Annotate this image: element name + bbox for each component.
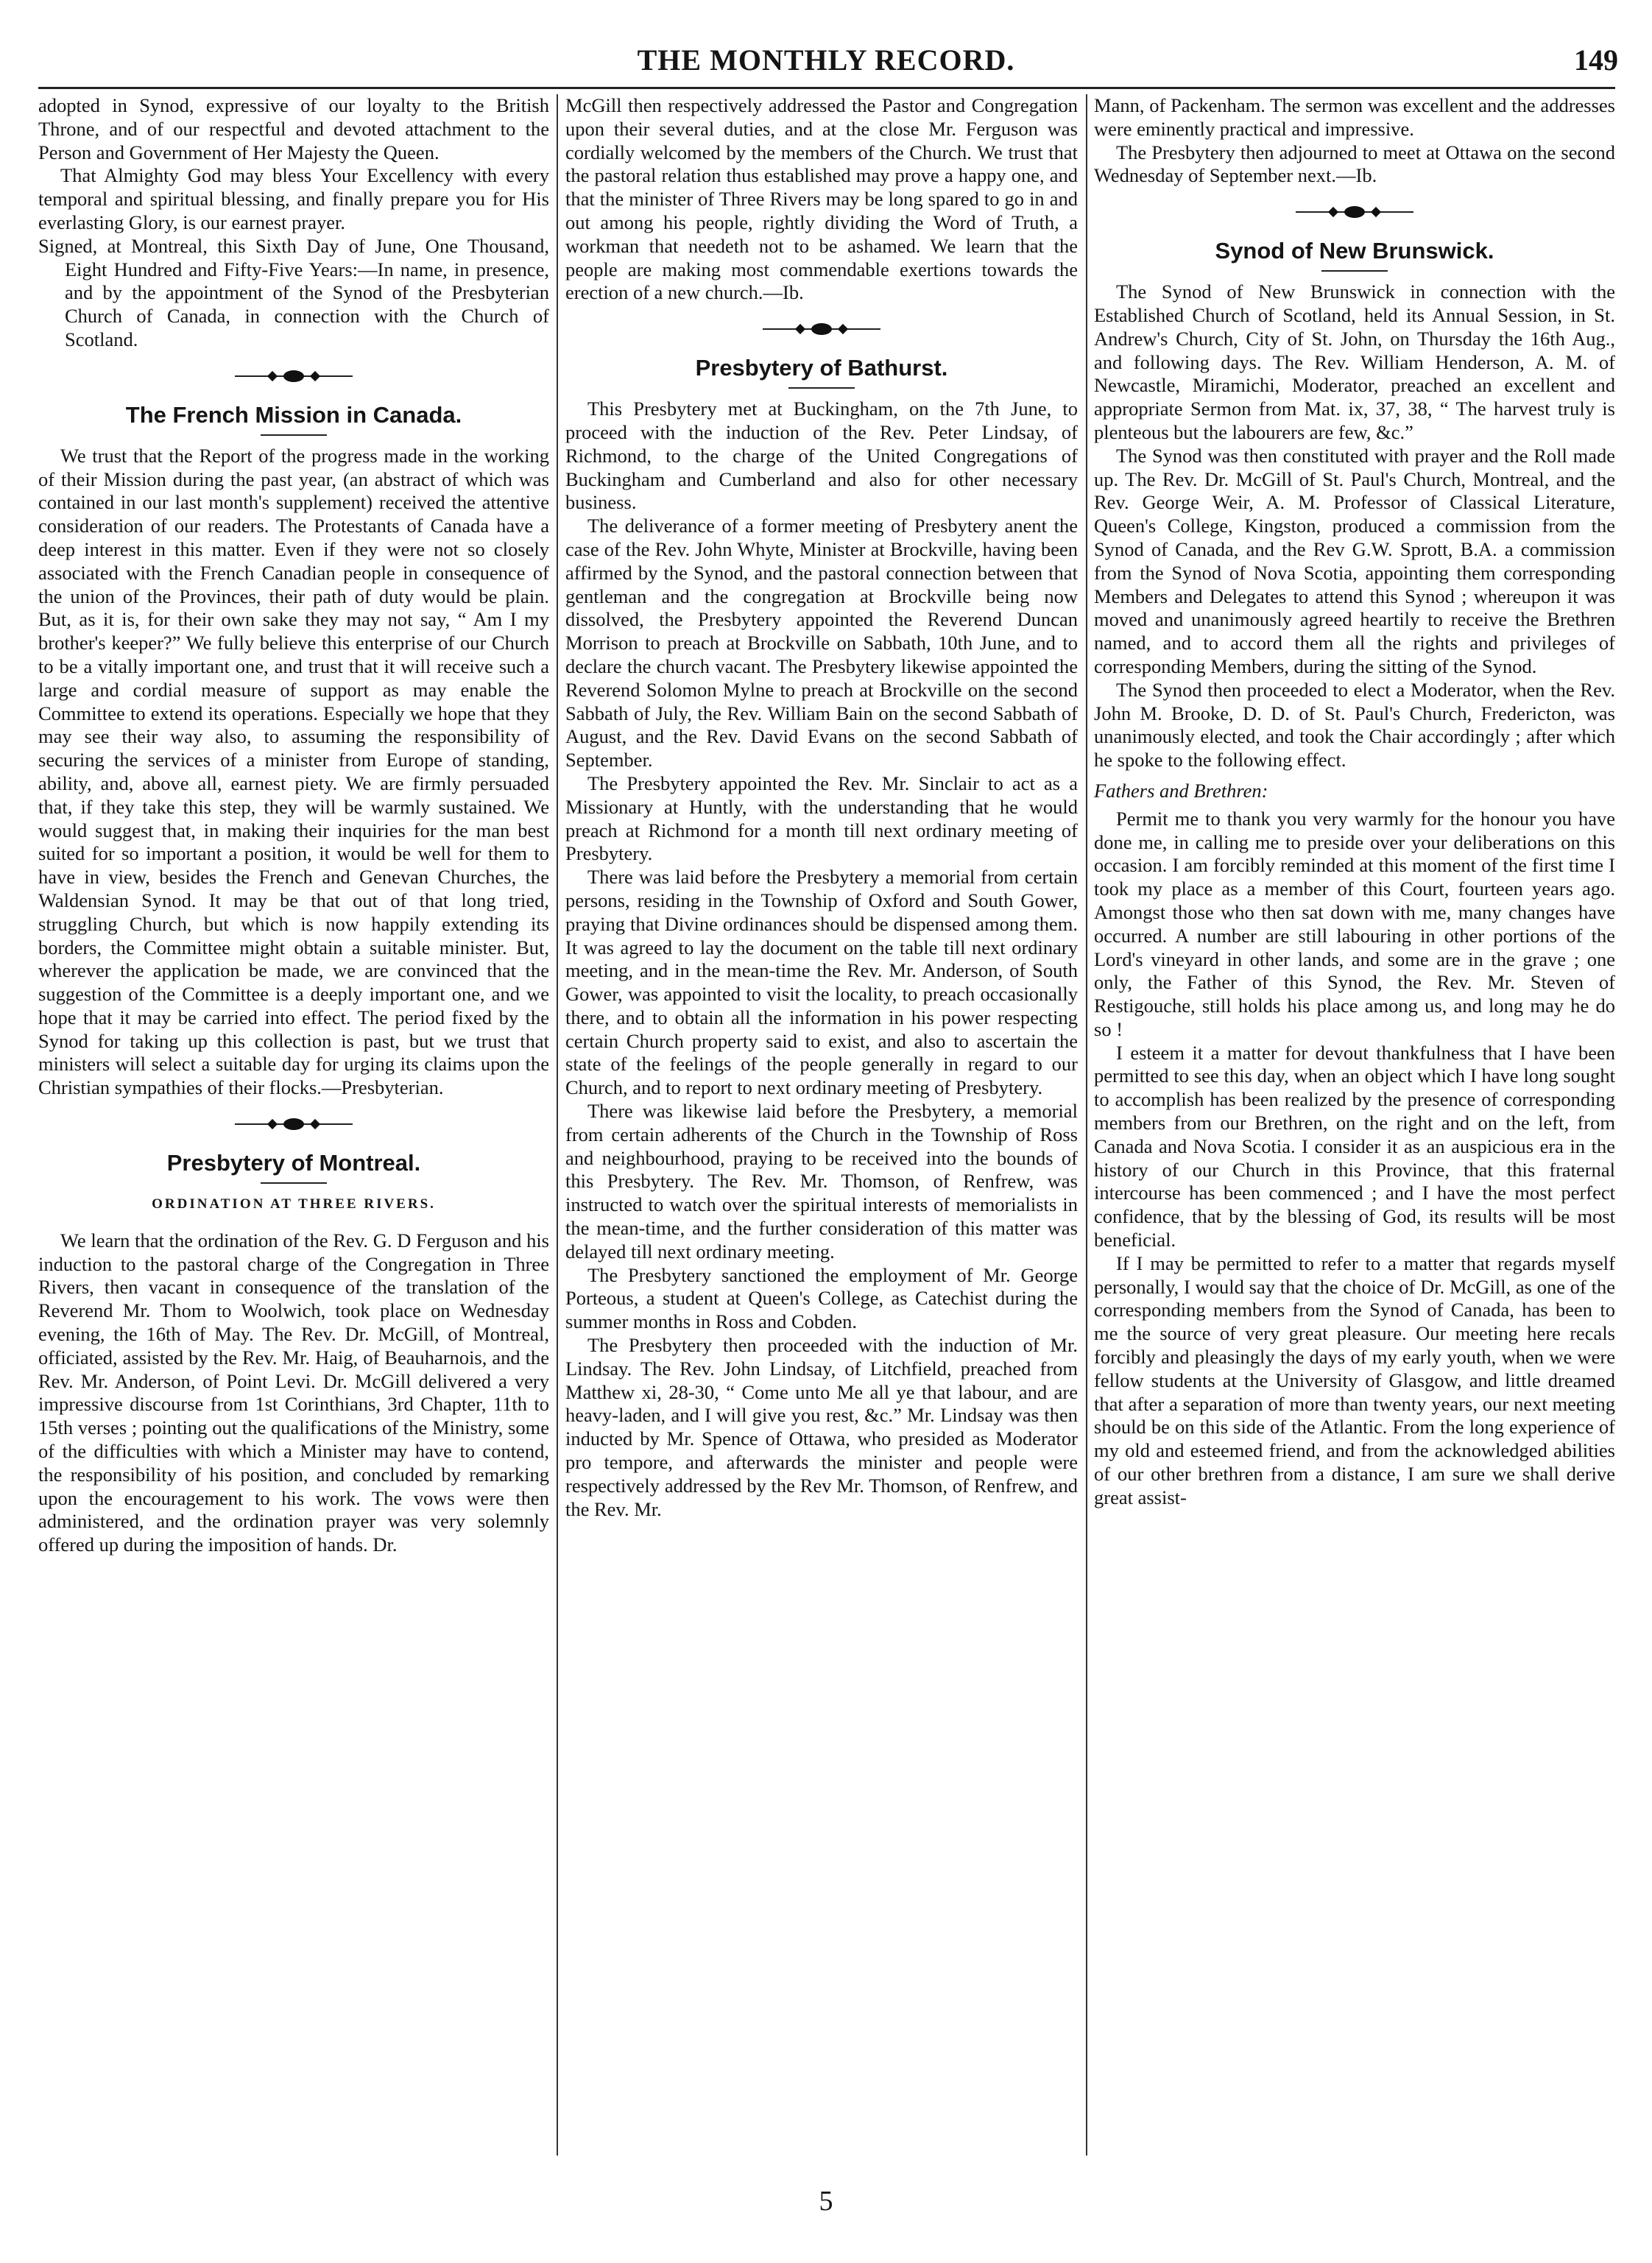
paragraph: Permit me to thank you very warmly for the honour you have done me, in calling me to preside over your deliberations on this occasion. I am forcibly reminded at this moment of the first time I took my place as a member of this Court, fourteen years ago. Amongst those who then sat down with me, many changes have occurred. A number are still labouring in other portions of the Lord's vineyard in other lands, and some are in the grave ; one only, the Father of this Synod, the Rev. Mr. Steven of Restigouche, still holds his place among us, and long may he do so ! bbox=[1094, 807, 1615, 1040]
section-title-presbytery-montreal: Presbytery of Montreal. bbox=[38, 1148, 549, 1184]
paragraph: adopted in Synod, expressive of our loyalty to the British Throne, and of our respectful and devoted attachment to the Person and Government of Her Majesty the Queen. bbox=[38, 94, 549, 163]
section-title-presbytery-bathurst: Presbytery of Bathurst. bbox=[565, 353, 1078, 389]
paragraph: The Presbytery then proceeded with the induction of Mr. Lindsay. The Rev. John Lindsay, of Litchfield, preached from Matthew xi, 28-30, “ Come unto Me all ye that labour, and are heavy-laden, and I will give you rest, &c.” Mr. Lindsay was then inducted by Mr. Spence of Ottawa, who presided as Moderator pro tempore, and afterwards the minister and people were respectively addressed by the Rev Mr. Thomson, of Renfrew, and the Rev. Mr. bbox=[565, 1334, 1078, 1520]
section-ornament bbox=[1094, 202, 1615, 222]
running-head bbox=[0, 43, 1652, 81]
paragraph: There was likewise laid before the Presbytery, a memorial from certain adherents of the Church in the Township of Ross and neighbourhood, praying to be received into the bounds of this Presbytery. The Rev. Mr. Thomson, of Renfrew, was instructed to watch over the spiritual interests of memorialists in the mean-time, and the further consideration of this matter was delayed till next ordinary meeting. bbox=[565, 1100, 1078, 1263]
section-subtitle: ORDINATION AT THREE RIVERS. bbox=[152, 1196, 436, 1212]
paragraph: There was laid before the Presbytery a memorial from certain persons, residing in the Township of Oxford and South Gower, praying that Divine ordinances should be dispensed among them. It was agreed to lay the document on the table till next ordinary meeting, and in the mean-time the Rev. Mr. Anderson, of South Gower, was appointed to visit the locality, to preach occasionally there, and to obtain all the information in his power respecting certain Church property said to exist, and also to ascertain the state of the feelings of the people generally in regard to our Church, and to report to next ordinary meeting of Presbytery. bbox=[565, 866, 1078, 1099]
salutation: Fathers and Brethren: bbox=[1094, 779, 1268, 802]
paragraph: The Synod of New Brunswick in connection with the Established Church of Scotland, held its Annual Session, in St. Andrew's Church, City of St. John, on Thursday the 16th Aug., and following days. The Rev. William Henderson, A. M. of Newcastle, Miramichi, Moderator, preached an excellent and appropriate Sermon from Mat. ix, 37, 38, “ The harvest truly is plenteous but the labourers are few, &c.” bbox=[1094, 280, 1615, 443]
paragraph: We learn that the ordination of the Rev. G. D Ferguson and his induction to the pastoral charge of the Congregation in Three Rivers, then vacant in consequence of the translation of the Reverend Mr. Thom to Woolwich, took place on Wednesday evening, the 16th of May. The Rev. Dr. McGill, of Montreal, officiated, assisted by the Rev. Mr. Haig, of Beauharnois, and the Rev. Mr. Anderson, of Point Levi. Dr. McGill delivered a very impressive discourse from 1st Corinthians, 3rd Chapter, 11th to 15th verses ; pointing out the qualifications of the Ministry, some of the difficulties with which a Minister may have to contend, the responsibility of his position, and concluded by remarking upon the encouragement to his work. The vows were then administered, and the ordination prayer was very solemnly offered up during the imposition of hands. Dr. bbox=[38, 1229, 549, 1556]
column-divider bbox=[557, 94, 558, 2156]
section-ornament bbox=[565, 319, 1078, 339]
paragraph: This Presbytery met at Buckingham, on the 7th June, to proceed with the induction of the Rev. Peter Lindsay, of Richmond, to the charge of the United Congregations of Buckingham and Cumberland and also for other necessary business. bbox=[565, 398, 1078, 514]
section-title-french-mission: The French Mission in Canada. bbox=[38, 400, 549, 436]
section-ornament bbox=[38, 1115, 549, 1134]
column-divider bbox=[1086, 94, 1087, 2156]
paragraph: We trust that the Report of the progress made in the working of their Mission during the past year, (an abstract of which was contained in our last month's supplement) received the attentive consideration of our readers. The Protestants of Canada have a deep interest in this matter. Even if they were not so closely associated with the French Canadian people in consequence of the union of the Provinces, their path of duty would be plain. But, as it is, for their own sake they may not say, “ Am I my brother's keeper?” We fully believe this enterprise of our Church to be a vitally important one, and trust that it will receive such a large and cordial measure of support as may enable the Committee to extend its operations. Especially we hope that they may see their way also, to assuming the responsibility of securing the services of a minister from Europe of standing, ability, and, above all, earnest piety. We are firmly persuaded that, if they take this step, they will be warmly sustained. We would suggest that, in making their inquiries for the man best suited for so important a position, it would be well for them to have in view, besides the French and Genevan Churches, the Waldensian Synod. It may be that out of that long tried, struggling Church, but which is now happily extending its borders, the Committee might obtain a suitable minister. But, wherever the application be made, we are convinced that the suggestion of the Committee is a deeply important one, and we hope that it may be carried into effect. The period fixed by the Synod for taking up this collection is past, but we trust that ministers will select a suitable day for urging its claims upon the Christian sympathies of their flocks.—Presbyterian. bbox=[38, 444, 549, 1099]
paragraph: Mann, of Packenham. The sermon was excellent and the addresses were eminently practical and impressive. bbox=[1094, 94, 1615, 140]
paragraph: That Almighty God may bless Your Excellency with every temporal and spiritual blessing, and finally prepare you for His everlasting Glory, is our earnest prayer. bbox=[38, 164, 549, 233]
header-rule bbox=[38, 87, 1615, 89]
column-1 bbox=[38, 94, 549, 2156]
paragraph: The Presbytery sanctioned the employment of Mr. George Porteous, a student at Queen's College, as Catechist during the summer months in Ross and Cobden. bbox=[565, 1263, 1078, 1333]
paragraph: McGill then respectively addressed the Pastor and Congregation upon their several duties, and at the close Mr. Ferguson was cordially welcomed by the members of the Church. We trust that the pastoral relation thus established may prove a happy one, and that the minister of Three Rivers may be long spared to go in and out among his people, rightly dividing the Word of Truth, a workman that needeth not to be ashamed. We learn that the people are making most commendable exertions towards the erection of a new church.—Ib. bbox=[565, 94, 1078, 304]
section-title-synod-new-brunswick: Synod of New Brunswick. bbox=[1094, 236, 1615, 272]
page-number: 149 bbox=[1574, 43, 1618, 77]
signature-mark: 5 bbox=[819, 2186, 833, 2217]
paragraph: The deliverance of a former meeting of Presbytery anent the case of the Rev. John Whyte, Minister at Brockville, having been affirmed by the Synod, and the pastoral connection between that gentleman and the congregation at Brockville being now dissolved, the Presbytery appointed the Reverend Duncan Morrison to preach at Brockville on Sabbath, 10th June, and to declare the church vacant. The Presbytery likewise appointed the Reverend Solomon Mylne to preach at Brockville on the second Sabbath of July, the Rev. William Bain on the second Sabbath of August, and the Rev. David Evans on the second Sabbath of September. bbox=[565, 515, 1078, 772]
signature-paragraph: Signed, at Montreal, this Sixth Day of June, One Thousand, Eight Hundred and Fifty-Five Years:—In name, in presence, and by the appointment of the Synod of the Presbyterian Church of Canada, in connection with the Church of Scotland. bbox=[38, 234, 549, 350]
paragraph: The Synod was then constituted with prayer and the Roll made up. The Rev. Dr. McGill of St. Paul's Church, Montreal, and the Rev. George Weir, A. M. Professor of Classical Literature, Queen's College, Kingston, produced a commission from the Synod of Canada, and the Rev G.W. Sprott, B.A. a commission from the Synod of Nova Scotia, appointing them corresponding Members and Delegates to attend this Synod ; whereupon it was moved and unanimously agreed heartily to receive the Brethren named, and to accord them all the rights and privileges of corresponding Members, during the sitting of the Synod. bbox=[1094, 444, 1615, 677]
column-2 bbox=[565, 94, 1078, 2156]
paragraph: The Synod then proceeded to elect a Moderator, when the Rev. John M. Brooke, D. D. of St. Paul's Church, Fredericton, was unanimously elected, and took the Chair accordingly ; after which he spoke to the following effect. bbox=[1094, 678, 1615, 772]
paragraph: The Presbytery appointed the Rev. Mr. Sinclair to act as a Missionary at Huntly, with the understanding that he would preach at Richmond for a month till next ordinary meeting of Presbytery. bbox=[565, 772, 1078, 865]
paragraph: If I may be permitted to refer to a matter that regards myself personally, I would say that the choice of Dr. McGill, as one of the corresponding members from the Synod of Canada, has been to me the source of very great pleasure. Our meeting here recals forcibly and pleasingly the days of my early youth, when we were fellow students at the University of Glasgow, and little dreamed that after a separation of more than twenty years, our next meeting should be on this side of the Atlantic. From the long experience of my old and esteemed friend, and from the acknowledged abilities of our other brethren from a distance, I am sure we shall derive great assist- bbox=[1094, 1251, 1615, 1508]
paragraph: The Presbytery then adjourned to meet at Ottawa on the second Wednesday of September next.—Ib. bbox=[1094, 141, 1615, 187]
column-3 bbox=[1094, 94, 1615, 2156]
journal-title: THE MONTHLY RECORD. bbox=[637, 43, 1015, 77]
section-ornament bbox=[38, 367, 549, 386]
paragraph: I esteem it a matter for devout thankfulness that I have been permitted to see this day, when an object which I have long sought to accomplish has been realized by the presence of corresponding members from our Brethren, on the right and on the left, from Canada and Nova Scotia. I consider it as an auspicious era in the history of our Church in this Province, that this fraternal intercourse has been commenced ; and I have the most perfect confidence, that by the blessing of God, its results will be most beneficial. bbox=[1094, 1041, 1615, 1251]
